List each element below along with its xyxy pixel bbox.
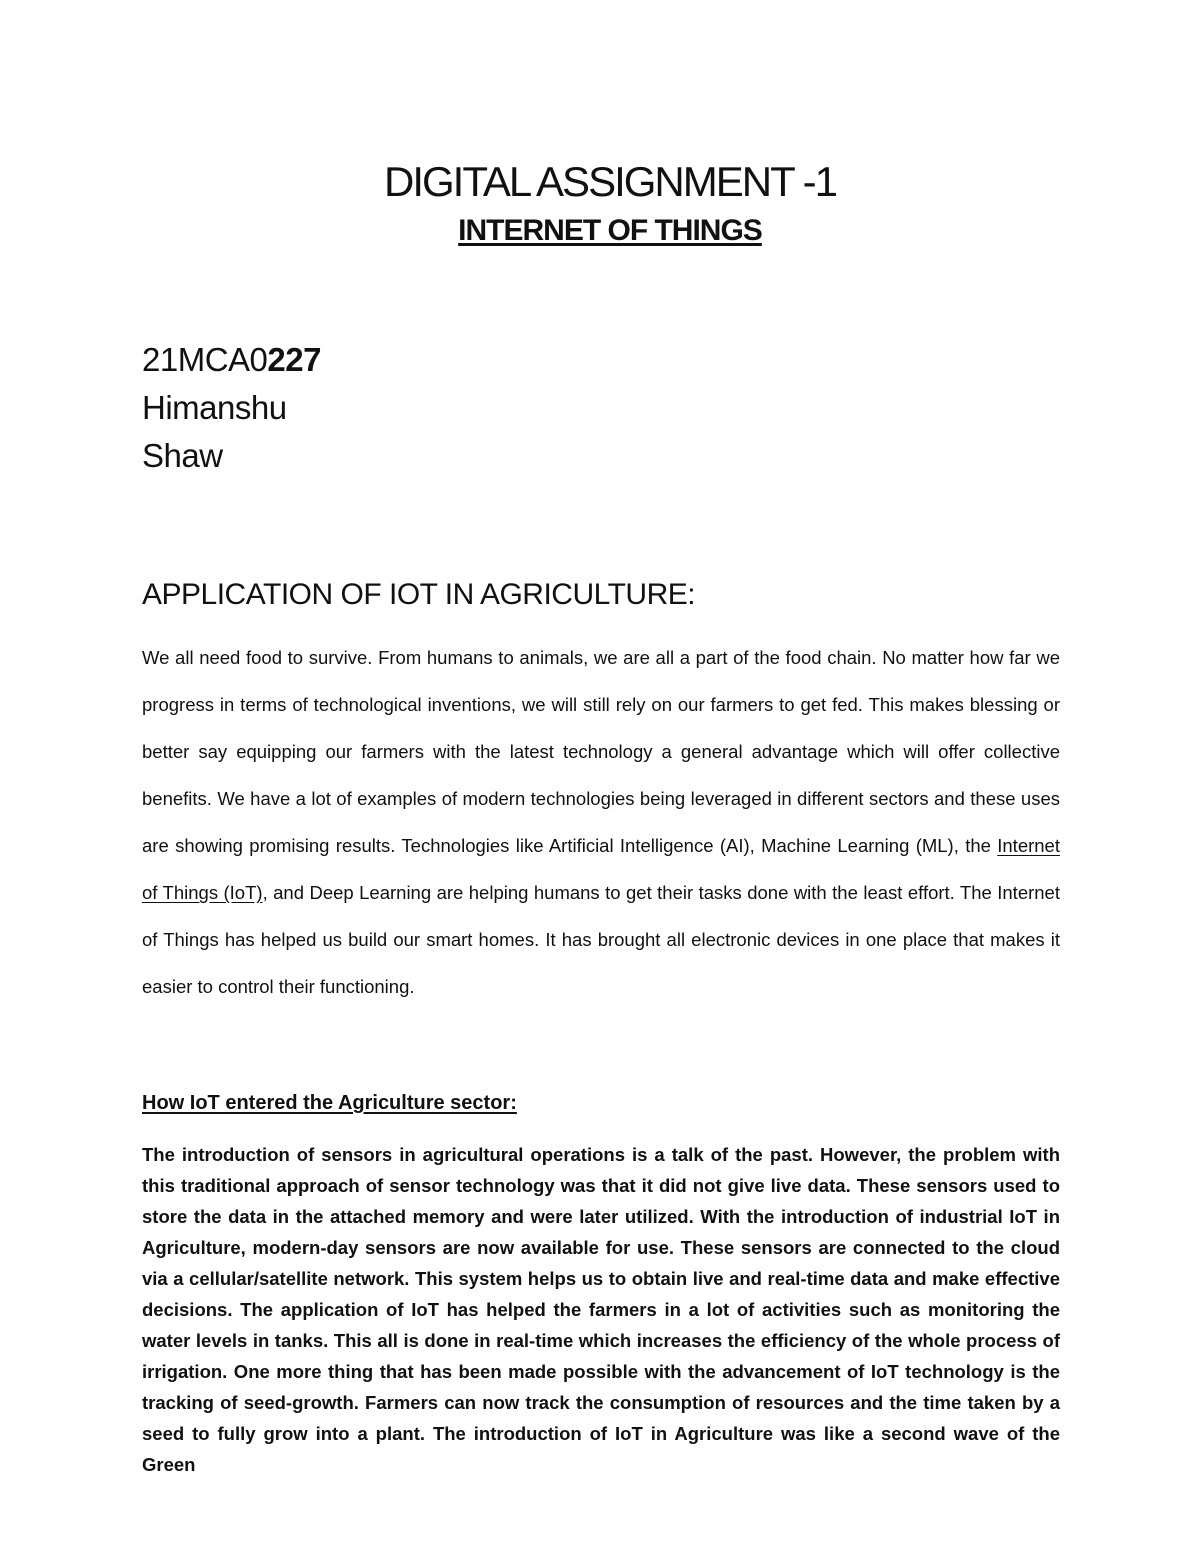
sub-heading: How IoT entered the Agriculture sector: (142, 1092, 517, 1114)
student-info (142, 336, 321, 480)
student-id (142, 336, 321, 384)
sector-paragraph: The introduction of sensors in agricultural operations is a talk of the past. However, the problem with this traditional approach of sensor technology was that it did not give live data. These sensors used to store the data in the attached memory and were later utilized. With the introduction of industrial IoT in Agriculture, modern-day sensors are now available for use. These sensors are connected to the cloud via a cellular/satellite network. This system helps us to obtain live and real-time data and make effective decisions. The application of IoT has helped the farmers in a lot of activities such as monitoring the water levels in tanks. This all is done in real-time which increases the efficiency of the whole process of irrigation. One more thing that has been made possible with the advancement of IoT technology is the tracking of seed-growth. Farmers can now track the consumption of resources and the time taken by a seed to fully grow into a plant. The introduction of IoT in Agriculture was like a second wave of the Green (142, 1144, 1060, 1475)
intro-paragraph-text-end: , and Deep Learning are helping humans to get their tasks done with the least effort. The Internet of Things has helped us build our smart homes. It has brought all electronic devices in one place that makes it easier to control their functioning. (142, 882, 1060, 997)
student-id-prefix: 21MCA0 (142, 341, 268, 378)
iot-link[interactable]: Internet of Things (IoT) (142, 835, 1060, 903)
student-last-name: Shaw (142, 437, 223, 474)
student-first-name: Himanshu (142, 389, 287, 426)
section-heading: APPLICATION OF IOT IN AGRICULTURE: (142, 578, 696, 611)
intro-paragraph-text-start: We all need food to survive. From humans to animals, we are all a part of the food chain. No matter how far we progress in terms of technological inventions, we will still rely on our farmers to get fed. This makes blessing or better say equipping our farmers with the latest technology a general advantage which will offer collective benefits. We have a lot of examples of modern technologies being leveraged in different sectors and these uses are showing promising results. Technologies like Artificial Intelligence (AI), Machine Learning (ML), the (142, 647, 1060, 856)
document-title: DIGITAL ASSIGNMENT -1 (384, 158, 836, 205)
intro-paragraph (142, 634, 1060, 1010)
student-id-suffix: 227 (267, 341, 321, 378)
document-subtitle: INTERNET OF THINGS (458, 214, 762, 247)
